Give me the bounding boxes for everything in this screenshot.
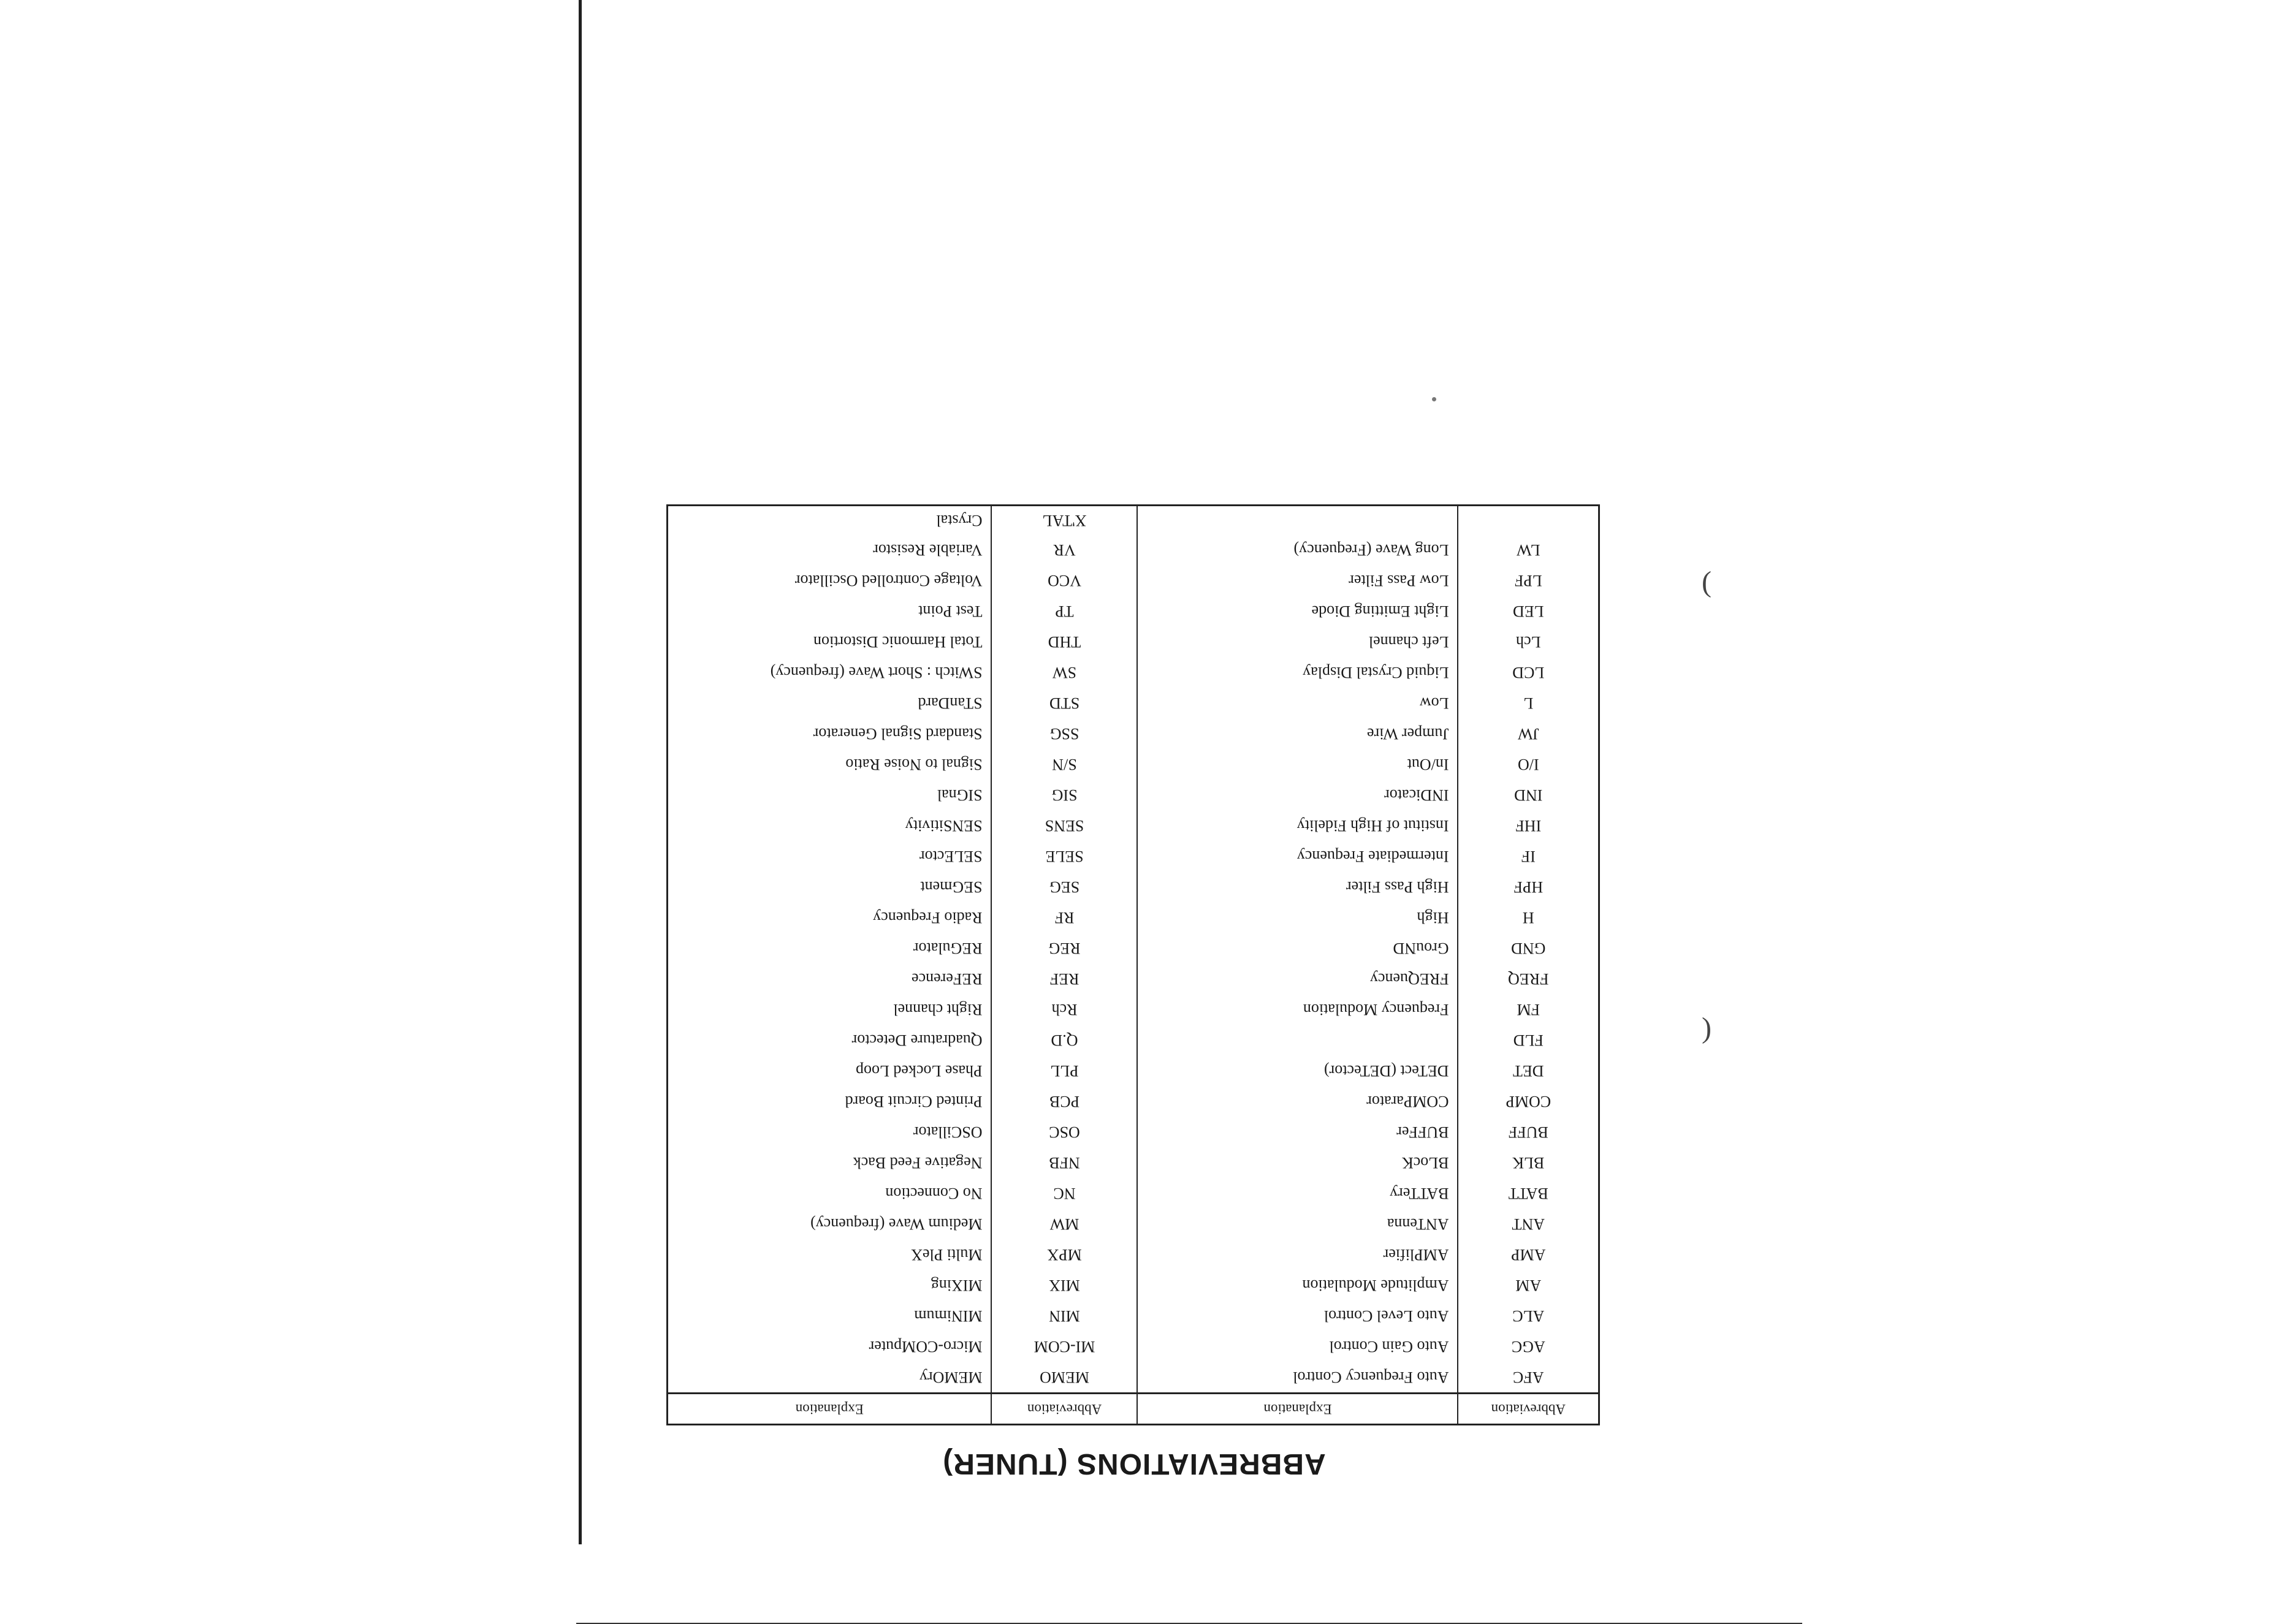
left-explanation-cell: AMPlifier <box>1138 1239 1458 1270</box>
left-explanation-cell: High Pass Filter <box>1138 871 1458 902</box>
table-row <box>668 1209 1599 1239</box>
right-explanation-cell: Voltage Controlled Oscillator <box>668 565 992 596</box>
right-abbreviation-cell: SIG <box>992 780 1138 810</box>
left-abbreviation-cell: BATT <box>1458 1178 1599 1209</box>
left-abbreviation-cell: IND <box>1458 780 1599 810</box>
right-abbreviation-cell: MIN <box>992 1300 1138 1331</box>
rotated-page-content <box>668 496 1600 1489</box>
right-abbreviation-cell: VR <box>992 534 1138 565</box>
right-explanation-cell: Phase Locked Loop <box>668 1055 992 1086</box>
right-explanation-cell: Multi PleX <box>668 1239 992 1270</box>
table-row <box>668 1239 1599 1270</box>
table-row <box>668 1300 1599 1331</box>
table-header-row <box>668 1394 1599 1425</box>
table-row <box>668 810 1599 841</box>
left-abbreviation-cell: LPF <box>1458 565 1599 596</box>
abbreviation-table <box>666 504 1600 1425</box>
right-abbreviation-cell: SENS <box>992 810 1138 841</box>
right-abbreviation-cell: THD <box>992 626 1138 657</box>
header-explanation-left: Explanation <box>1138 1394 1458 1425</box>
left-abbreviation-cell: AFC <box>1458 1362 1599 1394</box>
table-row <box>668 902 1599 933</box>
right-abbreviation-cell: REF <box>992 963 1138 994</box>
right-abbreviation-cell: MI-COM <box>992 1331 1138 1362</box>
left-abbreviation-cell: COMP <box>1458 1086 1599 1117</box>
scan-speck <box>1432 397 1436 401</box>
left-abbreviation-cell: FREQ <box>1458 963 1599 994</box>
right-explanation-cell: MIXing <box>668 1270 992 1300</box>
table-row <box>668 718 1599 749</box>
left-abbreviation-cell: BLK <box>1458 1147 1599 1178</box>
left-abbreviation-cell: L <box>1458 688 1599 718</box>
binding-margin-line <box>579 0 582 1544</box>
right-explanation-cell: Variable Resistor <box>668 534 992 565</box>
right-abbreviation-cell: MIX <box>992 1270 1138 1300</box>
table-row <box>668 1025 1599 1055</box>
left-explanation-cell: Auto Frequency Control <box>1138 1362 1458 1394</box>
right-abbreviation-cell: SELE <box>992 841 1138 871</box>
left-abbreviation-cell: I/O <box>1458 749 1599 780</box>
right-abbreviation-cell: MPX <box>992 1239 1138 1270</box>
right-abbreviation-cell: PCB <box>992 1086 1138 1117</box>
header-explanation-right: Explanation <box>668 1394 992 1425</box>
left-abbreviation-cell <box>1458 506 1599 535</box>
table-row <box>668 1270 1599 1300</box>
right-abbreviation-cell: OSC <box>992 1117 1138 1147</box>
table-row <box>668 841 1599 871</box>
right-explanation-cell: Right channel <box>668 994 992 1025</box>
header-abbreviation-right: Abbreviation <box>992 1394 1138 1425</box>
left-explanation-cell: Frequency Modulation <box>1138 994 1458 1025</box>
right-explanation-cell: Total Harmonic Distortion <box>668 626 992 657</box>
left-abbreviation-cell: AMP <box>1458 1239 1599 1270</box>
right-abbreviation-cell: MEMO <box>992 1362 1138 1394</box>
right-explanation-cell: Quadrature Detector <box>668 1025 992 1055</box>
left-abbreviation-cell: LCD <box>1458 657 1599 688</box>
right-explanation-cell: Medium Wave (frequency) <box>668 1209 992 1239</box>
table-row <box>668 1331 1599 1362</box>
right-explanation-cell: Negative Feed Back <box>668 1147 992 1178</box>
left-abbreviation-cell: LED <box>1458 596 1599 626</box>
left-abbreviation-cell: JW <box>1458 718 1599 749</box>
left-abbreviation-cell: HPF <box>1458 871 1599 902</box>
right-explanation-cell: No Connection <box>668 1178 992 1209</box>
right-abbreviation-cell: VCO <box>992 565 1138 596</box>
table-row <box>668 1147 1599 1178</box>
table-row <box>668 1117 1599 1147</box>
left-abbreviation-cell: DET <box>1458 1055 1599 1086</box>
left-abbreviation-cell: AGC <box>1458 1331 1599 1362</box>
left-explanation-cell: COMParator <box>1138 1086 1458 1117</box>
left-abbreviation-cell: BUFF <box>1458 1117 1599 1147</box>
right-explanation-cell: Crystal <box>668 506 992 535</box>
right-explanation-cell: REGulator <box>668 933 992 963</box>
right-abbreviation-cell: SEG <box>992 871 1138 902</box>
table-row <box>668 780 1599 810</box>
left-explanation-cell: FREQuency <box>1138 963 1458 994</box>
left-explanation-cell: In/Out <box>1138 749 1458 780</box>
table-row <box>668 1086 1599 1117</box>
right-explanation-cell: SELEctor <box>668 841 992 871</box>
left-explanation-cell: Long Wave (Frequency) <box>1138 534 1458 565</box>
right-explanation-cell: SEGment <box>668 871 992 902</box>
left-abbreviation-cell: Lch <box>1458 626 1599 657</box>
left-explanation-cell: Low <box>1138 688 1458 718</box>
table-row <box>668 688 1599 718</box>
table-row <box>668 534 1599 565</box>
right-explanation-cell: STanDard <box>668 688 992 718</box>
table-row <box>668 565 1599 596</box>
right-abbreviation-cell: NC <box>992 1178 1138 1209</box>
right-abbreviation-cell: X'TAL <box>992 506 1138 535</box>
left-explanation-cell: Left channel <box>1138 626 1458 657</box>
right-explanation-cell: Printed Circuit Board <box>668 1086 992 1117</box>
left-explanation-cell: Low Pass Filter <box>1138 565 1458 596</box>
table-row <box>668 1362 1599 1394</box>
left-explanation-cell <box>1138 506 1458 535</box>
table-row <box>668 1055 1599 1086</box>
left-explanation-cell: Auto Gain Control <box>1138 1331 1458 1362</box>
right-abbreviation-cell: Rch <box>992 994 1138 1025</box>
left-abbreviation-cell: AM <box>1458 1270 1599 1300</box>
right-explanation-cell: Signal to Noise Ratio <box>668 749 992 780</box>
right-abbreviation-cell: NFB <box>992 1147 1138 1178</box>
table-row <box>668 657 1599 688</box>
table-row <box>668 933 1599 963</box>
right-explanation-cell: Test Point <box>668 596 992 626</box>
table-row <box>668 871 1599 902</box>
left-explanation-cell: Liquid Crystal Display <box>1138 657 1458 688</box>
page-title: ABBREVIATIONS (TUNER) <box>942 1448 1326 1480</box>
left-explanation-cell: Jumper Wire <box>1138 718 1458 749</box>
right-abbreviation-cell: SSG <box>992 718 1138 749</box>
left-explanation-cell: Institut of High Fidelity <box>1138 810 1458 841</box>
right-explanation-cell: MEMOry <box>668 1362 992 1394</box>
left-explanation-cell: BUFFer <box>1138 1117 1458 1147</box>
left-abbreviation-cell: H <box>1458 902 1599 933</box>
scan-mark: ) <box>1702 1012 1711 1044</box>
left-explanation-cell: Auto Level Control <box>1138 1300 1458 1331</box>
left-abbreviation-cell: LW <box>1458 534 1599 565</box>
right-abbreviation-cell: Q.D <box>992 1025 1138 1055</box>
left-explanation-cell: High <box>1138 902 1458 933</box>
table-row <box>668 506 1599 535</box>
left-explanation-cell: INDicator <box>1138 780 1458 810</box>
left-explanation-cell: BATTery <box>1138 1178 1458 1209</box>
right-explanation-cell: MINimum <box>668 1300 992 1331</box>
table-row <box>668 963 1599 994</box>
right-explanation-cell: SENSitivity <box>668 810 992 841</box>
left-abbreviation-cell: ANT <box>1458 1209 1599 1239</box>
left-abbreviation-cell: ALC <box>1458 1300 1599 1331</box>
table-row <box>668 749 1599 780</box>
scan-mark: ( <box>1702 566 1711 598</box>
right-abbreviation-cell: RF <box>992 902 1138 933</box>
right-abbreviation-cell: S/N <box>992 749 1138 780</box>
left-abbreviation-cell: IHF <box>1458 810 1599 841</box>
right-abbreviation-cell: PLL <box>992 1055 1138 1086</box>
right-explanation-cell: Micro-COMputer <box>668 1331 992 1362</box>
left-explanation-cell: Intermediate Frequency <box>1138 841 1458 871</box>
right-abbreviation-cell: STD <box>992 688 1138 718</box>
table-row <box>668 1178 1599 1209</box>
table-row <box>668 596 1599 626</box>
left-explanation-cell: BLocK <box>1138 1147 1458 1178</box>
right-explanation-cell: SIGnal <box>668 780 992 810</box>
right-explanation-cell: REFerence <box>668 963 992 994</box>
left-explanation-cell: Amplitude Modulation <box>1138 1270 1458 1300</box>
right-abbreviation-cell: SW <box>992 657 1138 688</box>
table-row <box>668 994 1599 1025</box>
left-abbreviation-cell: IF <box>1458 841 1599 871</box>
left-explanation-cell <box>1138 1025 1458 1055</box>
right-abbreviation-cell: TP <box>992 596 1138 626</box>
left-abbreviation-cell: FM <box>1458 994 1599 1025</box>
right-abbreviation-cell: REG <box>992 933 1138 963</box>
left-abbreviation-cell: GND <box>1458 933 1599 963</box>
right-explanation-cell: OSCillator <box>668 1117 992 1147</box>
left-explanation-cell: GrouND <box>1138 933 1458 963</box>
left-explanation-cell: Light Emitting Diode <box>1138 596 1458 626</box>
table-row <box>668 626 1599 657</box>
left-explanation-cell: ANTenna <box>1138 1209 1458 1239</box>
right-explanation-cell: Standard Signal Generator <box>668 718 992 749</box>
right-explanation-cell: Radio Frequency <box>668 902 992 933</box>
left-abbreviation-cell: FLD <box>1458 1025 1599 1055</box>
left-explanation-cell: DETect (DETector) <box>1138 1055 1458 1086</box>
right-explanation-cell: SWitch : Short Wave (frequency) <box>668 657 992 688</box>
header-abbreviation-left: Abbreviation <box>1458 1394 1599 1425</box>
right-abbreviation-cell: MW <box>992 1209 1138 1239</box>
